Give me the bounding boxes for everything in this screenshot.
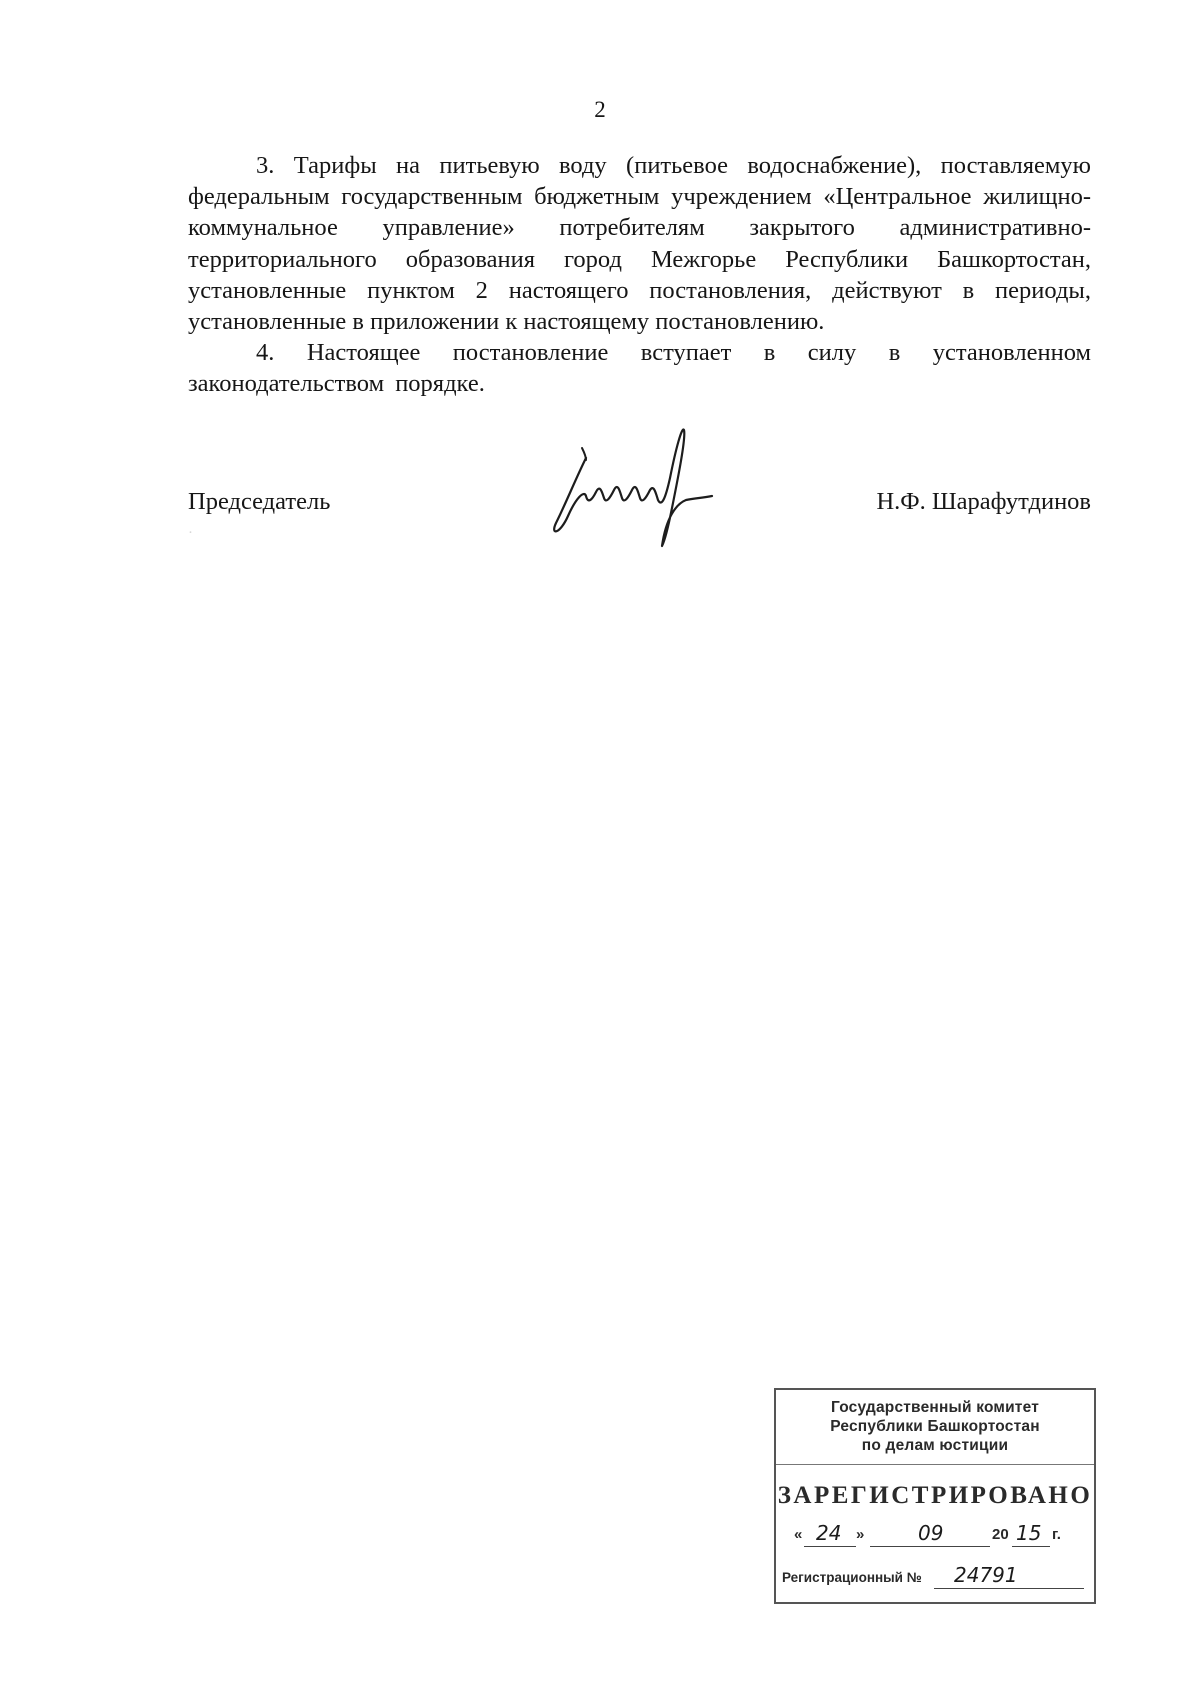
paragraph-3: 3. Тарифы на питьевую воду (питьевое водоснабжение), поставляемую федеральным государственным бюджетным учреждением «Центральное жилищно-коммунальное управление» потребителям закрытого административно-территориального образования город Межгорье Республики Башкортостан, установленные пунктом 2 настоящего постановления, действуют в периоды, установленные в приложении к настоящему постановлению. bbox=[188, 152, 1091, 336]
registration-stamp bbox=[774, 1388, 1096, 1604]
stamp-date-day: 24 bbox=[816, 1521, 842, 1545]
page-number: 2 bbox=[594, 97, 606, 122]
stamp-date-century: 20 bbox=[992, 1526, 1009, 1543]
handwritten-signature bbox=[546, 418, 716, 558]
signatory-title: Председатель bbox=[188, 488, 331, 515]
document-body bbox=[188, 150, 1091, 400]
stamp-date-month: 09 bbox=[918, 1521, 944, 1545]
stamp-organization bbox=[776, 1398, 1094, 1455]
stamp-date-quote-close: » bbox=[856, 1526, 865, 1543]
stamp-org-line: по делам юстиции bbox=[861, 1437, 1009, 1454]
paragraph-4: 4. Настоящее постановление вступает в силу в установленном законодательством порядке. bbox=[188, 339, 1091, 398]
stamp-reg-label: Регистрационный № bbox=[782, 1570, 922, 1585]
signatory-name: Н.Ф. Шарафутдинов bbox=[876, 488, 1091, 515]
stamp-date-underline bbox=[870, 1546, 990, 1547]
stamp-org-line: Государственный комитет bbox=[830, 1399, 1040, 1416]
stamp-org-line: Республики Башкортостан bbox=[830, 1418, 1040, 1435]
scan-artifact: · bbox=[188, 525, 193, 541]
stamp-reg-underline bbox=[934, 1588, 1084, 1589]
stamp-date-quote-open: « bbox=[794, 1526, 803, 1543]
stamp-reg-number: 24791 bbox=[954, 1563, 1018, 1587]
stamp-divider bbox=[776, 1464, 1094, 1465]
stamp-date-underline bbox=[804, 1546, 856, 1547]
stamp-registration bbox=[782, 1563, 1087, 1594]
stamp-date-underline bbox=[1012, 1546, 1050, 1547]
stamp-date bbox=[794, 1521, 1084, 1552]
stamp-date-year: 15 bbox=[1016, 1521, 1042, 1545]
stamp-status: ЗАРЕГИСТРИРОВАНО bbox=[777, 1482, 1093, 1509]
stamp-date-suffix: г. bbox=[1052, 1526, 1061, 1543]
